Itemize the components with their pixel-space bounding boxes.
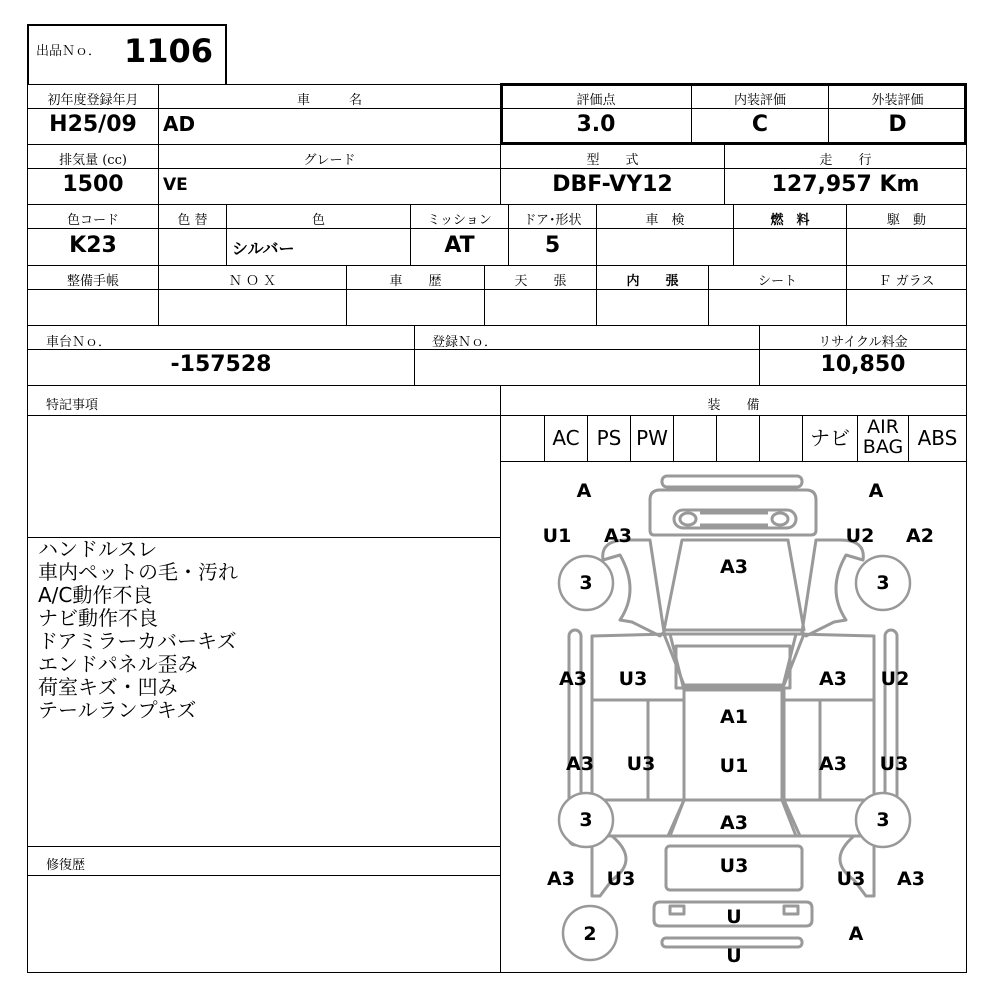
inspection-label: 車 検 bbox=[645, 213, 685, 228]
history-label: 車 歴 bbox=[389, 274, 442, 289]
equip-ac: AC bbox=[552, 426, 580, 450]
displacement-value: 1500 bbox=[62, 172, 124, 197]
damage-front-right: A bbox=[868, 480, 884, 502]
damage-a3-right-1: A3 bbox=[819, 668, 847, 690]
damage-roof-u1: U1 bbox=[719, 755, 749, 777]
note-item: A/C動作不良 bbox=[38, 583, 153, 607]
door-label: ドア･形状 bbox=[523, 213, 582, 228]
fglass-label: Ｆ ガラス bbox=[878, 274, 935, 289]
colorchange-label: 色 替 bbox=[177, 213, 208, 228]
damage-u3-left-3: U3 bbox=[606, 868, 636, 890]
tire-fr-score: 3 bbox=[876, 572, 890, 594]
mission-value: AT bbox=[444, 233, 475, 258]
damage-u3-right-2: U3 bbox=[879, 753, 909, 775]
regno-label: 登録Ｎｏ． bbox=[432, 335, 498, 350]
lot-label: 出品Ｎｏ． bbox=[36, 44, 102, 59]
damage-a2-front-right: A2 bbox=[906, 525, 934, 547]
score-label: 評価点 bbox=[576, 93, 616, 108]
roof-label: 天 張 bbox=[514, 274, 567, 289]
recycle-value: 10,850 bbox=[820, 352, 906, 377]
damage-a3-front-left: A3 bbox=[604, 525, 632, 547]
interior-value: C bbox=[751, 112, 769, 137]
damage-u2-right-1: U2 bbox=[880, 668, 910, 690]
interior-label: 内装評価 bbox=[733, 93, 786, 108]
name-label: 車 名 bbox=[296, 93, 362, 108]
color-value: シルバー bbox=[232, 239, 295, 258]
interior-trim-label: 内 張 bbox=[626, 274, 679, 289]
mission-label: ミッション bbox=[427, 213, 492, 228]
spare-tire-score: 2 bbox=[583, 923, 597, 945]
damage-rear-right: A bbox=[848, 923, 864, 945]
tire-rl-score: 3 bbox=[579, 809, 593, 831]
damage-a3-left-3: A3 bbox=[547, 868, 575, 890]
right-front-fender bbox=[802, 540, 863, 636]
seat-label: シート bbox=[757, 274, 797, 289]
damage-u3-left-1: U3 bbox=[618, 668, 648, 690]
model-value: DBF-VY12 bbox=[552, 172, 673, 197]
note-item: 車内ペットの毛・汚れ bbox=[38, 560, 238, 584]
score-value: 3.0 bbox=[576, 112, 616, 137]
damage-a3-left-1: A3 bbox=[559, 668, 587, 690]
model-label: 型 式 bbox=[586, 153, 639, 168]
equip-abs: ABS bbox=[917, 426, 958, 450]
mileage-value: 127,957 Km bbox=[771, 172, 920, 197]
damage-u3-right-3: U3 bbox=[836, 868, 866, 890]
note-item: テールランプキズ bbox=[38, 698, 197, 722]
note-item: エンドパネル歪み bbox=[38, 652, 198, 676]
emblem bbox=[772, 513, 788, 525]
reg-value: H25/09 bbox=[49, 112, 137, 137]
damage-u2-front-right: U2 bbox=[845, 525, 875, 547]
tire-fl-score: 3 bbox=[579, 572, 593, 594]
displacement-label: 排気量 (cc) bbox=[59, 153, 127, 168]
reg-label: 初年度登録年月 bbox=[47, 93, 139, 108]
damage-rear: U bbox=[726, 945, 742, 967]
damage-roof-rear: A3 bbox=[720, 812, 748, 834]
damage-u3-left-2: U3 bbox=[626, 753, 656, 775]
note-item: ナビ動作不良 bbox=[38, 606, 158, 630]
color-label: 色 bbox=[311, 213, 325, 228]
damage-roof-front: A1 bbox=[720, 706, 748, 728]
equip-pw: PW bbox=[636, 426, 668, 450]
note-item: ドアミラーカバーキズ bbox=[38, 629, 237, 653]
note-item: 荷室キズ・凹み bbox=[38, 675, 178, 699]
windshield bbox=[664, 634, 804, 685]
mileage-label: 走 行 bbox=[819, 153, 872, 168]
equip-airbag: AIR BAG bbox=[862, 416, 904, 458]
damage-a3-right-2: A3 bbox=[819, 753, 847, 775]
fuel-label: 燃 料 bbox=[770, 213, 810, 228]
grade-value: VE bbox=[163, 175, 188, 195]
equip-navi: ナビ bbox=[810, 426, 850, 450]
note-item: ハンドルスレ bbox=[38, 537, 158, 561]
lot-number: 1106 bbox=[124, 32, 214, 70]
drive-label: 駆 動 bbox=[886, 213, 926, 228]
colorcode-label: 色コード bbox=[66, 213, 119, 228]
chassis-value: -157528 bbox=[170, 352, 272, 377]
recycle-label: リサイクル料金 bbox=[818, 335, 908, 350]
front-bumper-bar bbox=[662, 476, 802, 487]
exterior-value: D bbox=[888, 112, 907, 137]
emblem bbox=[680, 513, 696, 525]
door-value: 5 bbox=[544, 233, 561, 258]
damage-a3-left-2: A3 bbox=[566, 753, 594, 775]
equipment-title: 装 備 bbox=[707, 398, 760, 413]
colorcode-value: K23 bbox=[69, 233, 117, 258]
damage-a3-right-3: A3 bbox=[897, 868, 925, 890]
equip-ps: PS bbox=[596, 426, 622, 450]
damage-rear-bumper: U bbox=[726, 906, 742, 928]
exterior-label: 外装評価 bbox=[871, 93, 924, 108]
tire-rr-score: 3 bbox=[876, 809, 890, 831]
damage-hood: A3 bbox=[720, 556, 748, 578]
chassis-label: 車台Ｎｏ． bbox=[46, 335, 112, 350]
car-name-value: AD bbox=[163, 112, 196, 136]
damage-u1-front: U1 bbox=[542, 525, 572, 547]
grade-label: グレード bbox=[303, 153, 356, 168]
hood bbox=[664, 540, 804, 630]
damage-front-left: A bbox=[576, 480, 592, 502]
repair-title: 修復歴 bbox=[46, 858, 86, 873]
damage-back-door: U3 bbox=[719, 855, 749, 877]
notes-title: 特記事項 bbox=[46, 398, 99, 413]
nox-label: Ｎ Ｏ Ｘ bbox=[228, 274, 277, 289]
maintenance-label: 整備手帳 bbox=[66, 274, 119, 289]
